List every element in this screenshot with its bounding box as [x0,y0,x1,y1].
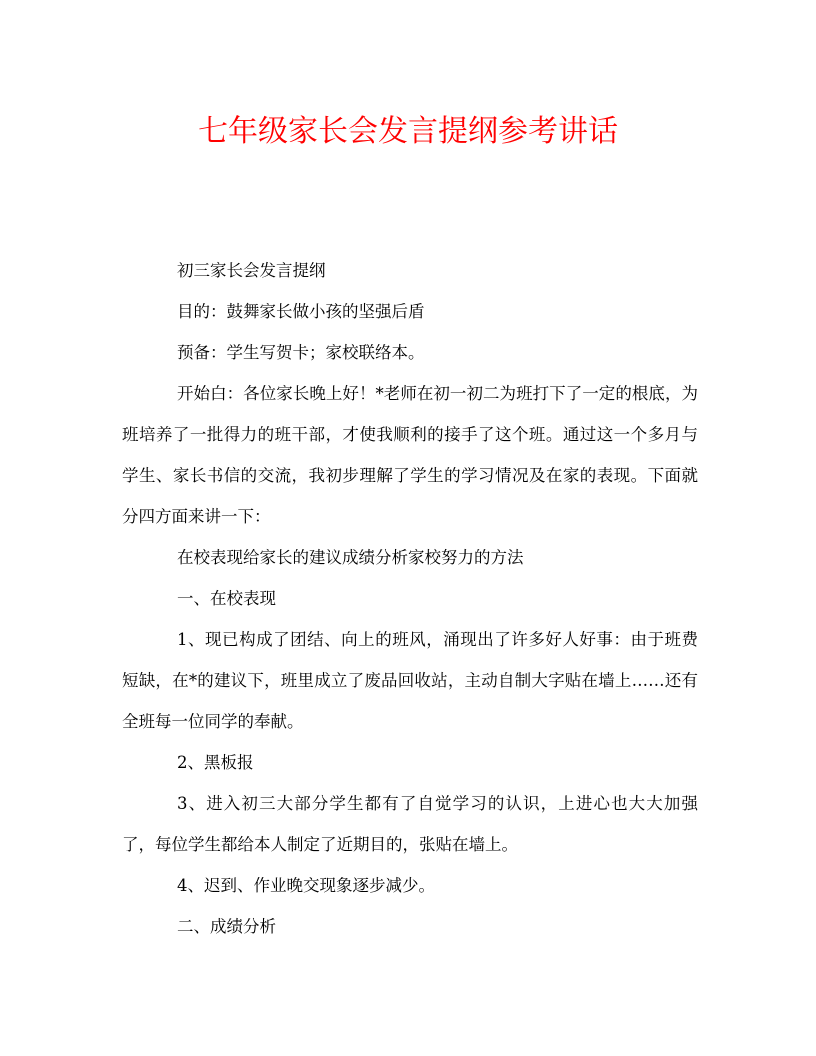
list-item: 4、迟到、作业晚交现象逐步减少。 [177,876,435,895]
list-item: 2、黑板报 [177,753,254,772]
paragraph-opening: 开始白：各位家长晚上好！*老师在初一初二为班打下了一定的根底，为班培养了一批得力的班干部，才使我顺利的接手了这个班。通过这一个多月与学生、家长书信的交流，我初步理解了学生的学习情况及在家的表现。下面就分四方面来讲一下： [122,384,698,526]
paragraph-preparation: 预备：学生写贺卡；家校联络本。 [177,343,425,362]
paragraph-outline: 在校表现给家长的建议成绩分析家校努力的方法 [177,548,524,567]
document-title: 七年级家长会发言提纲参考讲话 [198,114,618,149]
list-item: 1、现已构成了团结、向上的班风，涌现出了许多好人好事：由于班费短缺，在*的建议下，班里成立了废品回收站，主动自制大字贴在墙上……还有全班每一位同学的奉献。 [122,630,698,731]
paragraph-heading: 初三家长会发言提纲 [177,261,326,280]
paragraph-purpose: 目的：鼓舞家长做小孩的坚强后盾 [177,302,425,321]
section-heading-grade-analysis: 二、成绩分析 [177,917,276,936]
list-item: 3、进入初三大部分学生都有了自觉学习的认识，上进心也大大加强了，每位学生都给本人制定了近期目的，张贴在墙上。 [122,794,698,854]
section-heading-school-performance: 一、在校表现 [177,589,276,608]
document-body [122,250,698,947]
